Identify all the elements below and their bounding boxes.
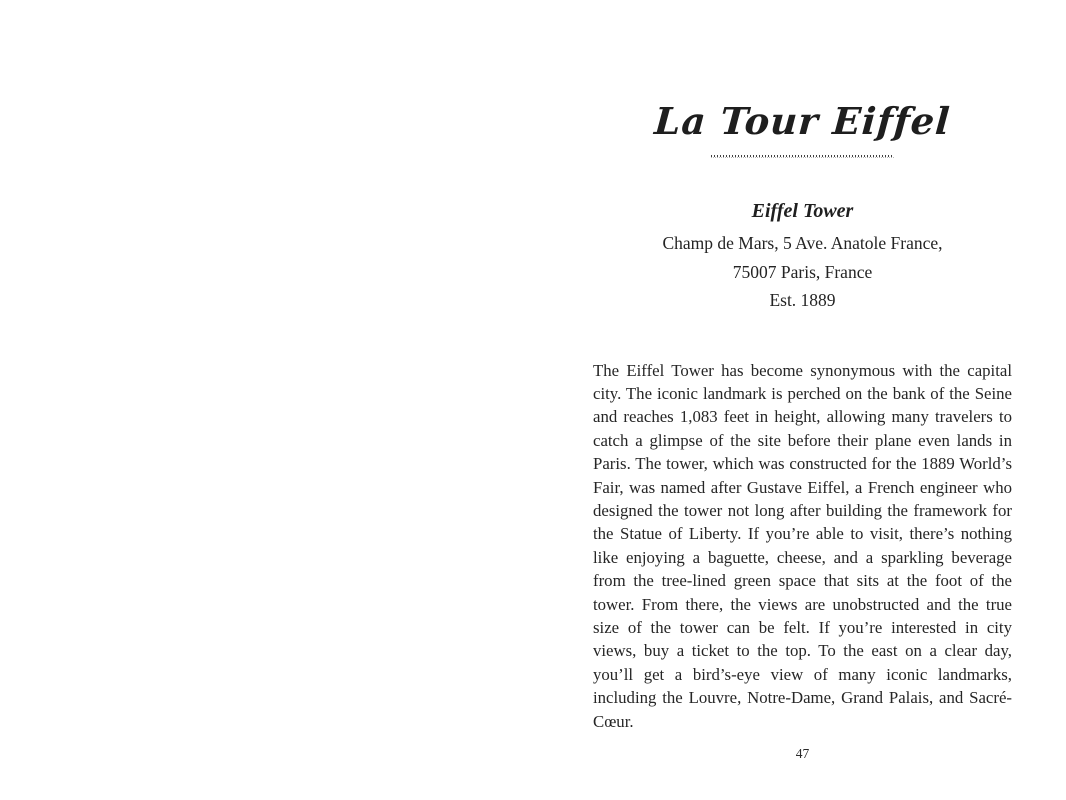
page-number: 47 (795, 746, 810, 761)
address-line-2: 75007 Paris, France (732, 261, 873, 282)
body-paragraph: The Eiffel Tower has become synonymous with the capital city. The iconic landmark is perched on the bank of the Seine and reaches 1,083 feet in height, allowing many travelers to catch a glimpse of the site before their plane even lands in Paris. The tower, which was constructed for the 1889 World’s Fair, was named after Gustave Eiffel, a French engineer who designed the tower not long after building the framework for the Statue of Liberty. If you’re able to visit, there’s nothing like enjoying a baguette, cheese, and a sparkling beverage from the tree-lined green space that sits at the foot of the tower. From there, the views are unobstructed and the true size of the tower can be felt. If you’re interested in city views, buy a ticket to the top. To the east on a clear day, you’ll get a bird’s-eye view of many iconic landmarks, including the Louvre, Notre-Dame, Grand Palais, and Sacré-Cœur. (593, 360, 1012, 731)
venue-name: Eiffel Tower (751, 200, 854, 222)
address-line-1: Champ de Mars, 5 Ave. Anatole France, (662, 233, 943, 253)
established-date: Est. 1889 (769, 290, 836, 310)
venue-address (593, 229, 1012, 315)
chapter-title: La Tour Eiffel (653, 99, 952, 143)
right-page (533, 0, 1066, 800)
dotted-divider (711, 155, 894, 158)
content-column (593, 0, 1012, 733)
